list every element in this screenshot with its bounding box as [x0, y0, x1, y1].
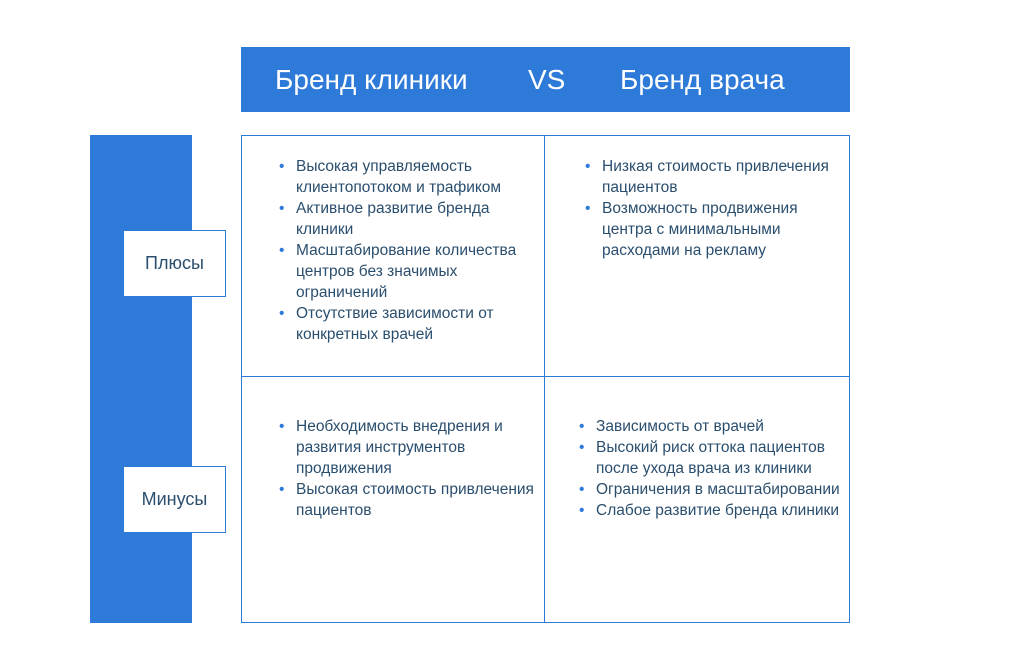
list-item: • Высокий риск оттока пациентов после ухода врача из клиники: [579, 437, 841, 479]
header-banner: [241, 47, 850, 112]
pros-label: [123, 230, 226, 297]
pros-label-text: Плюсы: [145, 253, 204, 273]
cons-label-text: Минусы: [141, 489, 208, 509]
vs-label: VS: [528, 64, 566, 95]
list-item: • Необходимость внедрения и развития инструментов продвижения: [279, 416, 539, 479]
clinic-brand-title: Бренд клиники: [275, 64, 468, 95]
list-item: • Ограничения в масштабировании: [579, 479, 841, 500]
cell-pros-doctor: [585, 156, 840, 261]
grid-horizontal-divider: [241, 376, 850, 377]
list-item: • Возможность продвижения центра с минимальными расходами на рекламу: [585, 198, 840, 261]
list-item: • Масштабирование количества центров без значимых ограничений: [279, 240, 539, 303]
side-bar: [90, 135, 192, 623]
list-item: • Высокая стоимость привлечения пациентов: [279, 479, 539, 521]
list-item: • Низкая стоимость привлечения пациентов: [585, 156, 840, 198]
grid-vertical-divider: [544, 135, 545, 623]
doctor-brand-title: Бренд врача: [620, 64, 785, 95]
cell-cons-clinic: [279, 416, 539, 521]
cons-label: [123, 466, 226, 533]
list-item: • Зависимость от врачей: [579, 416, 841, 437]
list-item: • Отсутствие зависимости от конкретных врачей: [279, 303, 539, 345]
list-item: • Слабое развитие бренда клиники: [579, 500, 841, 521]
list-item: • Активное развитие бренда клиники: [279, 198, 539, 240]
list-item: • Высокая управляемость клиентопотоком и трафиком: [279, 156, 539, 198]
cell-cons-doctor: [579, 416, 841, 521]
cell-pros-clinic: [279, 156, 539, 345]
